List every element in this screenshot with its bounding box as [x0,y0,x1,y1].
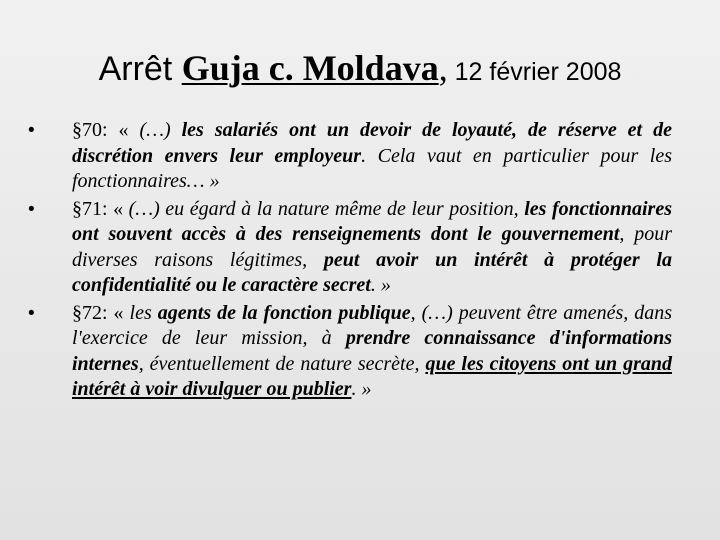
quote-text: (…) [139,119,182,141]
quote-text: , (…) peuvent être amenés, dans l'exercice de leur mission, à [72,301,673,349]
quote-emphasis-underlined: que les citoyens ont un grand intérêt à voir divulguer ou publier [72,352,672,400]
title-prefix: Arrêt [98,50,182,88]
bullet-item-72 [28,301,672,403]
quote-text: . » [351,378,372,400]
quote-emphasis: agents de la fonction publique [157,301,411,324]
quote-emphasis: peut avoir un intérêt à protéger la confidentialité ou le caractère secret [72,248,672,296]
paragraph-ref: §72: « [72,301,130,324]
quote-emphasis: les fonctionnaires ont souvent accès à des renseignements dont le gouvernement [72,197,672,245]
quote-text: . Cela vaut en particulier pour les fonctionnaires… » [72,144,672,192]
slide-title [0,47,720,93]
quote-text: , pour diverses raisons légitimes, [72,223,672,271]
paragraph-ref: §71: « [72,197,129,220]
bullet-list [28,118,672,405]
bullet-dot-icon: • [28,120,35,141]
title-comma: , [438,48,448,88]
title-case-name: Guja c. Moldava [181,48,439,88]
bullet-dot-icon: • [28,302,35,324]
quote-emphasis: prendre connaissance d'informations internes [72,327,672,375]
quote-text: (…) eu égard à la nature même de leur position, [128,197,525,220]
bullet-item-70 [28,118,672,195]
paragraph-ref: §70: « [72,119,140,141]
bullet-item-71 [28,197,672,299]
quote-text: . » [370,274,391,296]
quote-text: , éventuellement de nature secrète, [138,352,426,375]
quote-text: les [129,301,158,324]
quote-emphasis: les salariés ont un devoir de loyauté, de réserve et de discrétion envers leur employeur [72,119,672,167]
title-date: 12 février 2008 [447,58,622,86]
bullet-dot-icon: • [28,198,35,220]
